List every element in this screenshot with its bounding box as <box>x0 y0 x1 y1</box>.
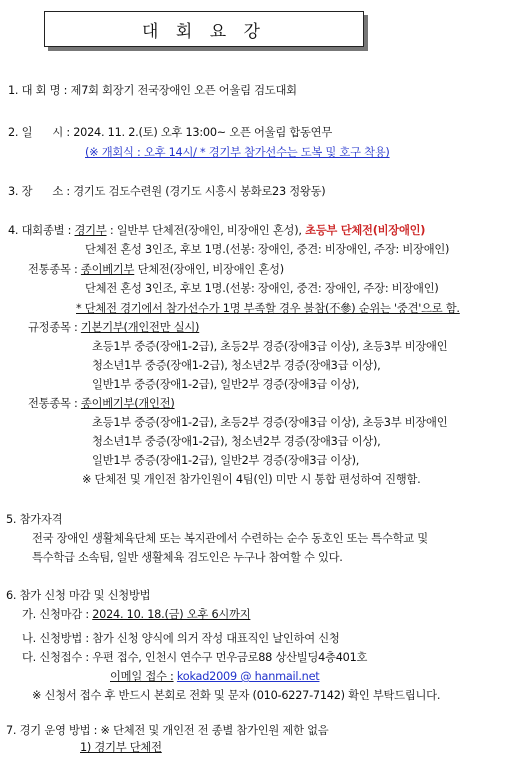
jeontong2-line: 초등1부 중증(장애1-2급), 초등2부 경증(장애3급 이상), 초등3부 비장애인 <box>92 416 448 429</box>
gyujeong-title: 기본기부(개인전만 실시) <box>80 321 200 334</box>
section-2-label: 2. 일 시 : <box>8 126 70 139</box>
section-7-value: ※ 단체전 및 개인전 전 종별 참가인원 제한 없음 <box>100 724 329 737</box>
gyujeong <box>28 321 199 335</box>
section-6-note: ※ 신청서 접수 후 반드시 본회로 전화 및 문자 (010-6227-7142) 확인 부탁드립니다. <box>32 689 441 702</box>
submission <box>22 651 367 665</box>
method-label: 나. 신청방법 : <box>22 632 89 645</box>
section-1-label: 1. 대 회 명 : <box>8 84 68 97</box>
email-label: 이메일 접수 : <box>110 670 174 683</box>
section-3-label: 3. 장 소 : <box>8 185 70 198</box>
eligibility-line: 전국 장애인 생활체육단체 또는 복지관에서 수련하는 순수 동호인 또는 특수학교 및 <box>32 532 428 545</box>
kyeonggi-red: 초등부 단체전(비장애인) <box>305 224 426 237</box>
section-5-label: 5. 참가자격 <box>6 513 63 526</box>
jeontong1-desc: 단체전(장애인, 비장애인 혼성) <box>134 263 284 276</box>
section-4-label: 4. 대회종별 : <box>8 224 72 237</box>
section-4-footnote: ※ 단체전 및 개인전 참가인원이 4팀(인) 미만 시 통합 편성하여 진행함. <box>82 473 421 486</box>
deadline <box>22 608 250 622</box>
section-4 <box>8 224 425 238</box>
jeontong1-line2: 단체전 혼성 3인조, 후보 1명.(선봉: 장애인, 중견: 장애인, 주장: 비장애인) <box>85 282 439 295</box>
method <box>22 632 340 646</box>
jeontong1-note: * 단체전 경기에서 참가선수가 1명 부족할 경우 불참(不參) 순위는 '중견'으로 함. <box>76 302 460 315</box>
page-title: 대 회 요 강 <box>44 11 364 47</box>
jeontong2-label: 전통종목 : <box>28 397 78 410</box>
gyujeong-line: 청소년1부 중증(장애1-2급), 청소년2부 경증(장애3급 이상), <box>92 359 381 372</box>
deadline-label: 가. 신청마감 : <box>22 608 89 621</box>
section-7-label: 7. 경기 운영 방법 : <box>6 724 98 737</box>
deadline-value: 2024. 10. 18.(금) 오후 6시까지 <box>92 608 251 621</box>
email-link[interactable]: kokad2009 @ hanmail.net <box>176 670 320 683</box>
submission-value: 우편 접수, 인천시 연수구 먼우금로88 상산빌딩4층401호 <box>92 651 368 664</box>
kyeonggi-desc: : 일반부 단체전(장애인, 비장애인 혼성), <box>106 224 302 237</box>
jeontong2-line: 청소년1부 중증(장애1-2급), 청소년2부 경증(장애3급 이상), <box>92 435 381 448</box>
jeontong2-title: 종이베기부(개인전) <box>80 397 175 410</box>
section-6-label: 6. 참가 신청 마감 및 신청방법 <box>6 589 151 602</box>
jeontong1-title: 종이베기부 <box>80 263 135 276</box>
eligibility-line: 특수학급 소속팀, 일반 생활체육 검도인은 누구나 참여할 수 있다. <box>32 551 343 564</box>
kyeonggi-title: 경기부 <box>74 224 107 237</box>
venue-value: 경기도 검도수련원 (경기도 시흥시 봉화로23 정왕동) <box>73 185 326 198</box>
jeontong1 <box>28 263 284 277</box>
competition-name: 제7회 회장기 전국장애인 오픈 어울림 검도대회 <box>70 84 297 97</box>
method-value: 참가 신청 양식에 의거 작성 대표직인 날인하여 신청 <box>92 632 340 645</box>
gyujeong-line: 일반1부 중증(장애1-2급), 일반2부 경증(장애3급 이상), <box>92 378 360 391</box>
gyujeong-label: 규정종목 : <box>28 321 78 334</box>
gyujeong-line: 초등1부 중증(장애1-2급), 초등2부 경증(장애3급 이상), 초등3부 비장애인 <box>92 340 448 353</box>
jeontong1-label: 전통종목 : <box>28 263 78 276</box>
kyeonggi-line2: 단체전 혼성 3인조, 후보 1명.(선봉: 장애인, 중견: 비장애인, 주장: 비장애인) <box>85 243 450 256</box>
section-3 <box>8 185 325 199</box>
section-7 <box>6 724 328 738</box>
section-7-sub: 1) 경기부 단체전 <box>80 741 162 754</box>
section-2 <box>8 126 332 140</box>
jeontong2-line: 일반1부 중증(장애1-2급), 일반2부 경증(장애3급 이상), <box>92 454 360 467</box>
jeontong2 <box>28 397 175 411</box>
email-row <box>110 670 319 684</box>
date-note: (※ 개회식 : 오후 14시/ * 경기부 참가선수는 도복 및 호구 착용) <box>85 146 390 159</box>
submission-label: 다. 신청접수 : <box>22 651 89 664</box>
section-1 <box>8 84 297 98</box>
date-value: 2024. 11. 2.(토) 오후 13:00~ 오픈 어울림 합동연무 <box>73 126 332 139</box>
